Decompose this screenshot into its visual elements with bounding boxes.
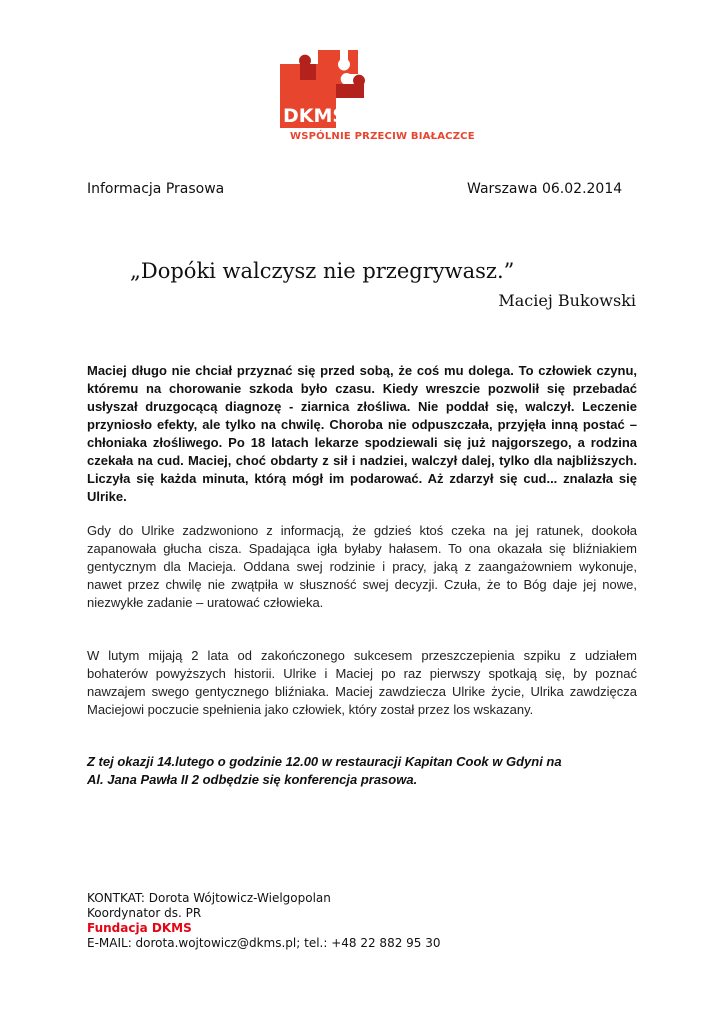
contact-role: Koordynator ds. PR: [87, 906, 202, 920]
logo-tagline: WSPÓLNIE PRZECIW BIAŁACZCE: [290, 131, 475, 142]
place-date: Warszawa 06.02.2014: [467, 181, 623, 197]
puzzle-logo-icon: [280, 44, 480, 144]
contact-organization: Fundacja DKMS: [87, 921, 192, 935]
press-release-label: Informacja Prasowa: [87, 181, 225, 197]
lead-paragraph: Maciej długo nie chciał przyznać się przed sobą, że coś mu dolega. To człowiek czynu, któremu na chorowanie szkoda było czasu. Kiedy wreszcie pozwolił się przebadać usłyszał druzgocącą diagnozę - ziarnica złośliwa. Nie poddał się, walczył. Leczenie przyniosło efekty, ale tylko na chwilę. Choroba nie odpuszczała, przyjęła inną postać – chłoniaka złośliwego. Po 18 latach lekarze spodziewali się już najgorszego, a rodzina czekała na cud. Maciej, choć obdarty z sił i nadziei, walczył dalej, tylko dla najbliższych. Liczyła się każda minuta, którą mógł im podarować. Aż zdarzył się cud... znalazła się Ulrike.: [87, 363, 637, 504]
contact-block: [87, 891, 441, 951]
contact-email-phone: E-MAIL: dorota.wojtowicz@dkms.pl; tel.: +48 22 882 95 30: [87, 936, 441, 950]
contact-person: KONTKAT: Dorota Wójtowicz-Wielgopolan: [87, 891, 331, 905]
dkms-logo: [280, 44, 480, 144]
paragraph-anniversary: W lutym mijają 2 lata od zakończonego sukcesem przeszczepienia szpiku z udziałem bohaterów powyższych historii. Ulrike i Maciej po raz pierwszy spotkają się, by poznać nawzajem swego gentycznego bliźniaka. Maciej zawdziecza Ulrike życie, Ulrika zawdzięcza Maciejowi poczucie spełnienia jako człowiek, który został przez los wskazany.: [87, 648, 637, 717]
logo-brand-text: DKMS: [283, 105, 347, 127]
quote-author: Maciej Bukowski: [498, 291, 636, 310]
quote-text: „Dopóki walczysz nie przegrywasz.”: [130, 259, 515, 283]
logo-puzzle-left: [299, 55, 316, 80]
conference-announcement: [87, 753, 567, 789]
announcement-line-1: Z tej okazji 14.lutego o godzinie 12.00 w restauracji Kapitan Cook w Gdyni na: [87, 754, 562, 769]
announcement-line-2: Al. Jana Pawła II 2 odbędzie się konferencja prasowa.: [87, 772, 418, 787]
paragraph-ulrike: Gdy do Ulrike zadzwoniono z informacją, że gdzieś ktoś czeka na jej ratunek, dookoła zapanowała głucha cisza. Spadająca igła byłaby hałasem. To ona okazała się bliźniakiem gentycznym dla Macieja. Oddana swej rodzinie i pracy, jaką z zaangażowniem wykonuje, nawet przez chwilę nie zwątpiła w słuszność swej decyzji. Czuła, że to Bóg daje jej nowe, niezwykłe zadanie – uratować człowieka.: [87, 523, 637, 610]
